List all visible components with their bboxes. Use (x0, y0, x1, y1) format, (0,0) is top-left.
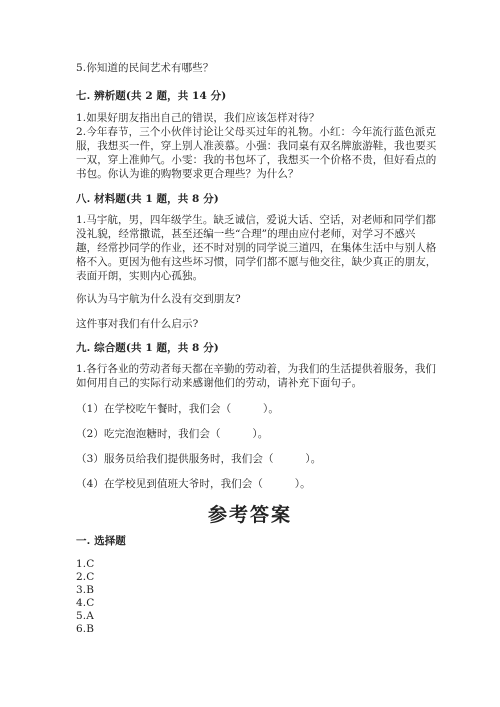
section-9-line: 1.各行各业的劳动者每天都在辛勤的劳动着，为我们的生活提供着服务，我们 (76, 363, 437, 375)
section-7-line: 2.今年春节，三个小伙伴讨论让父母买过年的礼物。小红：今年流行蓝色派克 (76, 126, 437, 138)
section-8-question-2: 这件事对我们有什么启示? (76, 318, 199, 330)
section-7-line: 书包。你认为谁的购物要求更合理些？为什么？ (76, 168, 299, 180)
section-9-line: 如何用自己的实际行动来感谢他们的劳动，请补充下面句子。 (76, 377, 363, 389)
answer-item: 2.C (76, 571, 95, 583)
section-7-heading: 七. 辨析题(共 2 题，共 14 分) (76, 90, 227, 102)
answer-item: 1.C (76, 558, 95, 570)
fill-in-item: （1）在学校吃午餐时，我们会（ ）。 (76, 403, 279, 415)
question-5-text: 5.你知道的民间艺术有哪些？ (76, 62, 214, 74)
section-8-line: 表面开朗，实则内心孤独。 (76, 270, 204, 282)
answer-item: 6.B (76, 623, 95, 635)
fill-in-item: （4）在学校见到值班大爷时，我们会（ ）。 (76, 478, 311, 490)
fill-in-item: （3）服务员给我们提供服务时，我们会（ ）。 (76, 453, 322, 465)
section-8-question-1: 你认为马宇航为什么没有交到朋友? (76, 293, 241, 305)
section-7-line: 一双，穿上准帅气。小雯：我的书包坏了，我想买一个价格不贵，但好看点的 (76, 154, 437, 166)
section-8-line: 1.马宇航，男，四年级学生。缺乏诚信，爱说大话、空话，对老师和同学们都 (76, 214, 437, 226)
answer-section-1-heading: 一. 选择题 (76, 535, 126, 547)
answer-item: 3.B (76, 584, 95, 596)
section-9-heading: 九. 综合题(共 1 题，共 8 分) (76, 342, 219, 354)
answer-item: 5.A (76, 610, 94, 622)
section-8-line: 没礼貌，经常撒谎，甚至还编一些“合理”的理由应付老师，对学习不感兴 (76, 228, 416, 240)
section-8-line: 趣，经常抄同学的作业，还不时对别的同学说三道四，在集体生活中与别人格 (76, 242, 437, 254)
section-7-line: 1.如果好朋友指出自己的错误，我们应该怎样对待？ (76, 112, 320, 124)
answer-item: 4.C (76, 597, 95, 609)
fill-in-item: （2）吃完泡泡糖时，我们会（ ）。 (76, 428, 269, 440)
section-7-line: 服，我想买一件，穿上别人准羡慕。小强：我同桌有双名牌旅游鞋，我也要买 (76, 140, 437, 152)
answer-key-title: 参考答案 (207, 504, 292, 526)
section-8-line: 格不入。更因为他有这些坏习惯，同学们都不愿与他交往，缺少真正的朋友， (76, 256, 437, 268)
section-8-heading: 八. 材料题(共 1 题，共 8 分) (76, 193, 219, 205)
